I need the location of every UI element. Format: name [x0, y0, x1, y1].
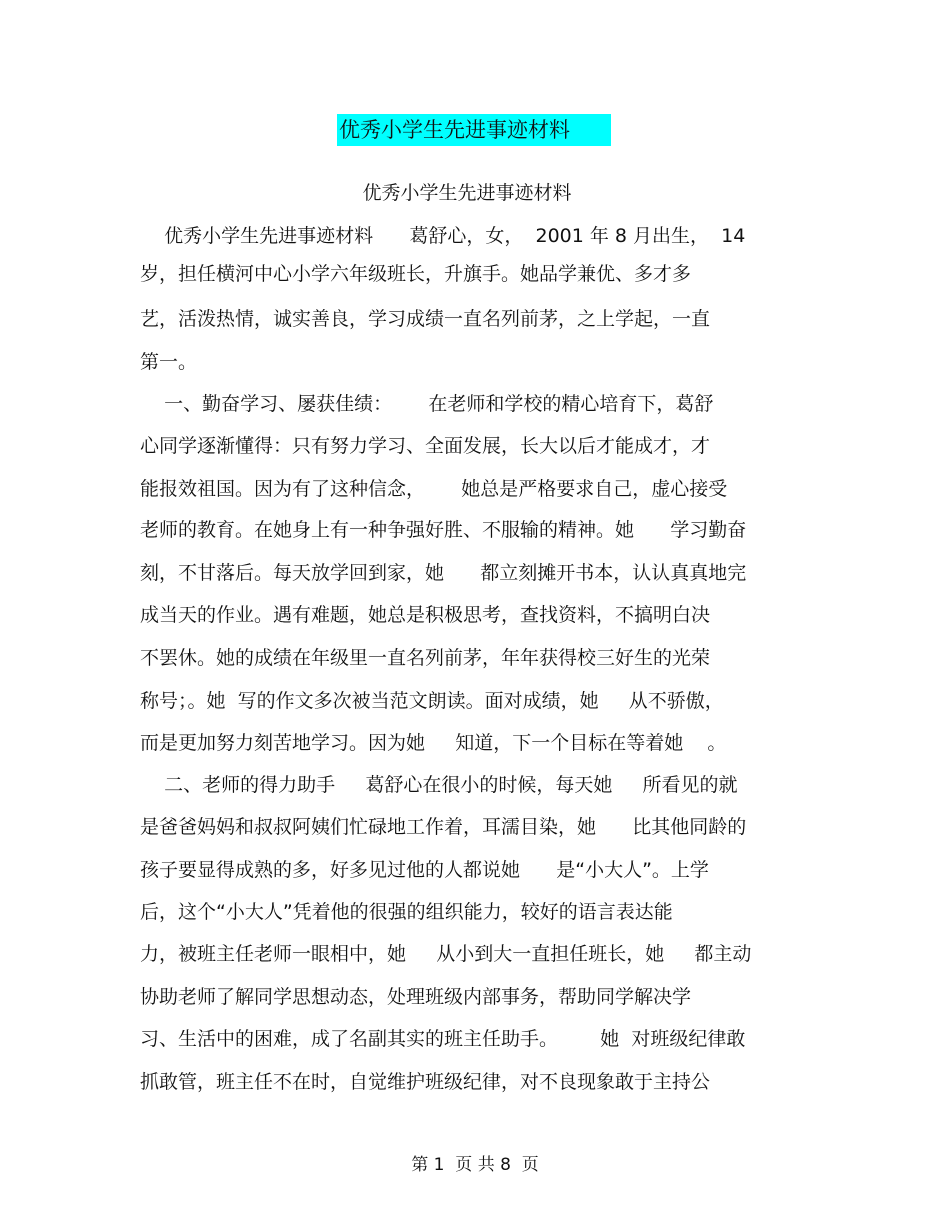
body-line: 刻，不甘落后。每天放学回到家，她 都立刻摊开书本，认认真真地完: [140, 562, 747, 584]
page-number-footer: 第 1 页 共 8 页: [411, 1155, 539, 1175]
body-line: 孩子要显得成熟的多，好多见过他的人都说她 是“小大人”。上学: [140, 859, 709, 881]
body-line: 艺，活泼热情，诚实善良，学习成绩一直名列前茅，之上学起，一直: [140, 308, 711, 330]
body-line: 一、勤奋学习、屡获佳绩： 在老师和学校的精心培育下，葛舒: [140, 393, 714, 415]
body-line: 习、生活中的困难，成了名副其实的班主任助手。 她 对班级纪律敢: [140, 1028, 746, 1050]
body-line: 力，被班主任老师一眼相中，她 从小到大一直担任班长，她 都主动: [140, 943, 752, 965]
body-line: 而是更加努力刻苦地学习。因为她 知道，下一个目标在等着她 。: [140, 732, 727, 754]
body-line: 第一。: [140, 351, 198, 373]
document-subtitle: 优秀小学生先进事迹材料: [362, 182, 572, 204]
body-line: 老师的教育。在她身上有一种争强好胜、不服输的精神。她 学习勤奋: [140, 519, 747, 541]
body-line: 称号；。她 写的作文多次被当范文朗读。面对成绩，她 从不骄傲，: [140, 690, 724, 712]
body-line: 抓敢管，班主任不在时，自觉维护班级纪律，对不良现象敢于主持公: [140, 1071, 711, 1093]
body-line: 二、老师的得力助手 葛舒心在很小的时候，每天她 所看见的就: [140, 774, 738, 796]
body-line: 心同学逐渐懂得：只有努力学习、全面发展，长大以后才能成才，才: [140, 435, 711, 457]
body-line: 不罢休。她的成绩在年级里一直名列前茅，年年获得校三好生的光荣: [140, 647, 711, 669]
body-line: 后，这个“小大人”凭着他的很强的组织能力，较好的语言表达能: [140, 901, 673, 923]
body-line: 岁，担任横河中心小学六年级班长，升旗手。她品学兼优、多才多: [140, 263, 692, 285]
body-line: 是爸爸妈妈和叔叔阿姨们忙碌地工作着，耳濡目染，她 比其他同龄的: [140, 816, 747, 838]
body-line: 协助老师了解同学思想动态，处理班级内部事务，帮助同学解决学: [140, 986, 692, 1008]
body-line: 能报效祖国。因为有了这种信念， 她总是严格要求自己，虚心接受: [140, 478, 728, 500]
body-line: 成当天的作业。遇有难题，她总是积极思考，查找资料，不搞明白决: [140, 604, 711, 626]
document-title: 优秀小学生先进事迹材料: [337, 114, 611, 146]
body-line: 优秀小学生先进事迹材料 葛舒心，女， 2001 年 8 月出生， 14: [140, 225, 746, 247]
